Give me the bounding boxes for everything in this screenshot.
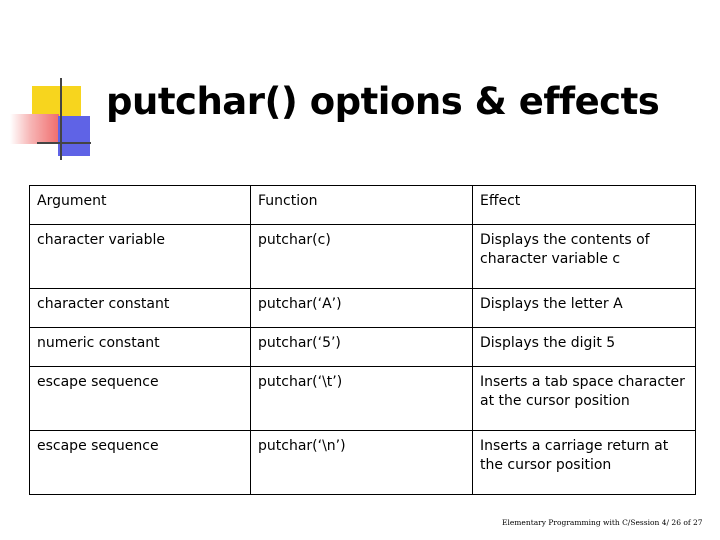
table-row <box>30 225 696 289</box>
table-row <box>30 289 696 328</box>
header-effect: Effect <box>473 186 696 225</box>
logo-horizontal-line <box>37 142 91 144</box>
options-table <box>29 185 696 495</box>
cell-effect: Displays the letter A <box>473 289 696 328</box>
cell-argument: character constant <box>30 289 251 328</box>
table-header-row <box>30 186 696 225</box>
cell-function: putchar(‘5’) <box>251 328 473 367</box>
cell-effect: Inserts a carriage return at the cursor position <box>473 431 696 495</box>
logo-pink-block <box>10 114 59 144</box>
cell-argument: character variable <box>30 225 251 289</box>
cell-function: putchar(‘\t’) <box>251 367 473 431</box>
table-row <box>30 431 696 495</box>
logo-vertical-line <box>60 78 62 160</box>
logo-blue-block <box>58 116 90 156</box>
header-argument: Argument <box>30 186 251 225</box>
cell-argument: numeric constant <box>30 328 251 367</box>
cell-function: putchar(‘\n’) <box>251 431 473 495</box>
header-function: Function <box>251 186 473 225</box>
cell-effect: Inserts a tab space character at the cursor position <box>473 367 696 431</box>
slide-footer: Elementary Programming with C/Session 4/ 26 of 27 <box>502 518 703 527</box>
slide-title: putchar() options & effects <box>106 80 660 123</box>
table-row <box>30 367 696 431</box>
cell-argument: escape sequence <box>30 367 251 431</box>
cell-effect: Displays the digit 5 <box>473 328 696 367</box>
table-row <box>30 328 696 367</box>
cell-argument: escape sequence <box>30 431 251 495</box>
cell-effect: Displays the contents of character variable c <box>473 225 696 289</box>
cell-function: putchar(c) <box>251 225 473 289</box>
cell-function: putchar(‘A’) <box>251 289 473 328</box>
